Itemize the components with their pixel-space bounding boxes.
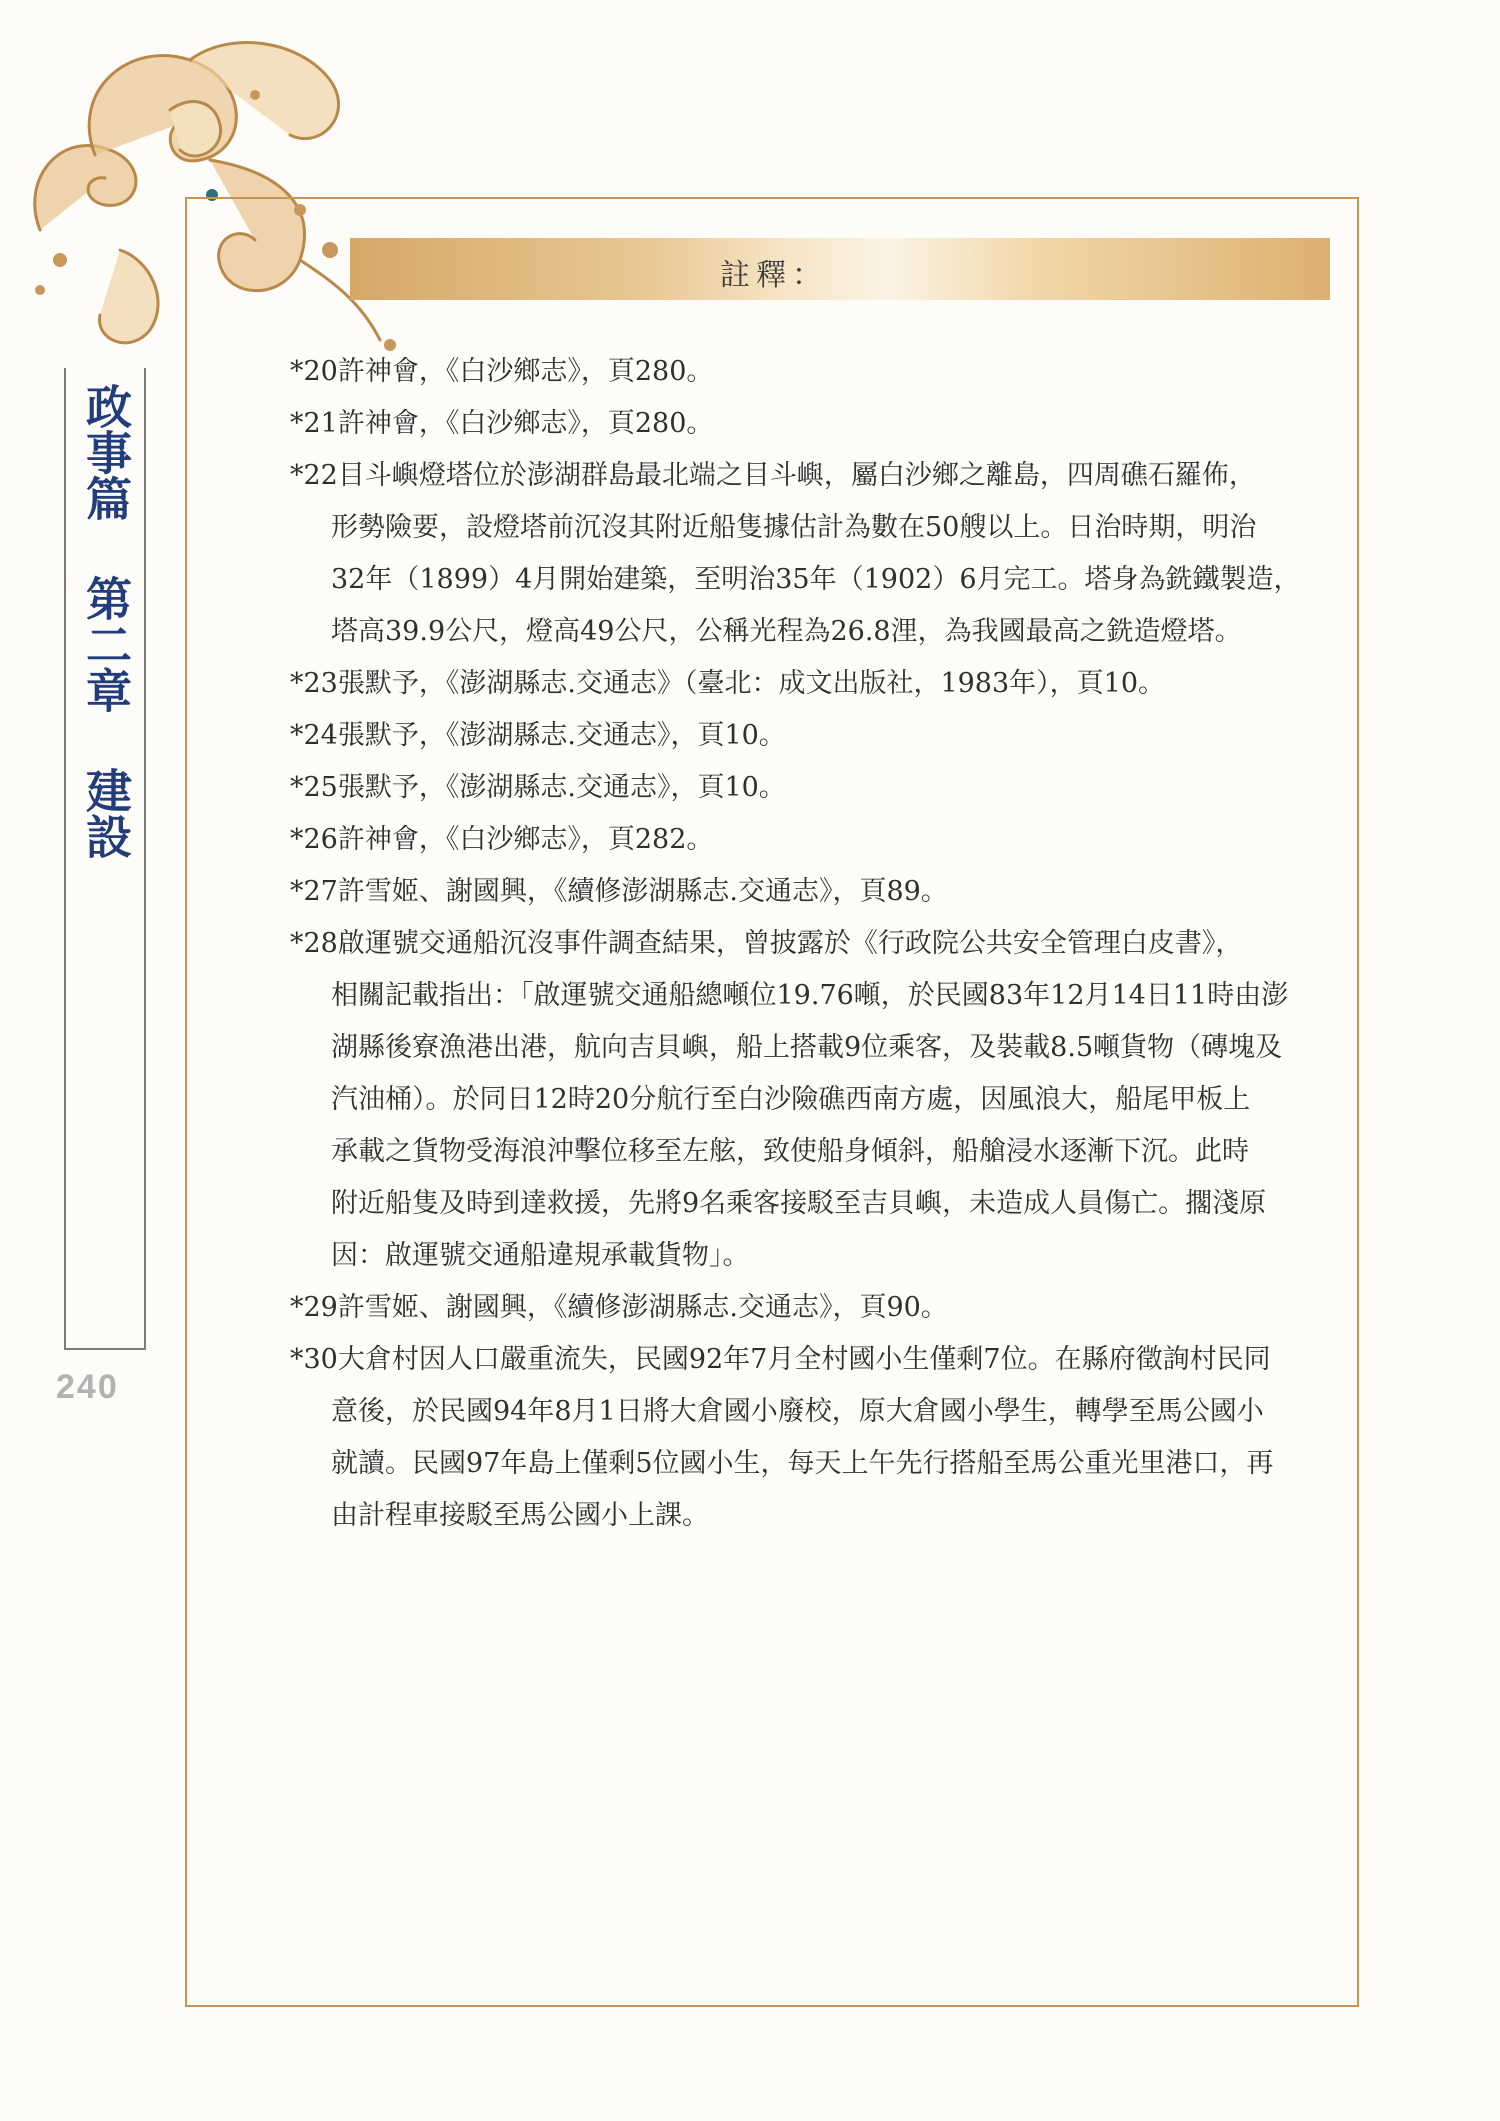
note-line: *30大倉村因人口嚴重流失，民國92年7月全村國小生僅剩7位。在縣府徵詢村民同 xyxy=(290,1344,1271,1375)
note-line: *21許神會，《白沙鄉志》，頁280。 xyxy=(290,408,714,439)
note-27 xyxy=(290,866,1340,918)
note-line: 塔高39.9公尺，燈高49公尺，公稱光程為26.8浬，為我國最高之銑造燈塔。 xyxy=(331,616,1242,647)
note-line: 因：啟運號交通船違規承載貨物」。 xyxy=(331,1240,750,1271)
note-line: *23張默予，《澎湖縣志.交通志》（臺北：成文出版社，1983年），頁10。 xyxy=(290,668,1166,699)
header-band xyxy=(350,238,1330,300)
note-line: 承載之貨物受海浪沖擊位移至左舷，致使船身傾斜，船艙浸水逐漸下沉。此時 xyxy=(331,1136,1249,1167)
note-line: *22目斗嶼燈塔位於澎湖群島最北端之目斗嶼，屬白沙鄉之離島，四周礁石羅佈， xyxy=(290,460,1256,491)
notes-list xyxy=(290,346,1340,1542)
note-line: 相關記載指出：「啟運號交通船總噸位19.76噸，於民國83年12月14日11時由澎 xyxy=(331,980,1289,1011)
note-line: 就讀。民國97年島上僅剩5位國小生，每天上午先行搭船至馬公重光里港口，再 xyxy=(331,1448,1274,1479)
note-line: 附近船隻及時到達救援，先將9名乘客接駁至吉貝嶼，未造成人員傷亡。擱淺原 xyxy=(331,1188,1267,1219)
note-line: 32年（1899）4月開始建築，至明治35年（1902）6月完工。塔身為銑鐵製造， xyxy=(331,564,1301,595)
chapter-title: 政事篇 第二章 建設 xyxy=(79,383,133,859)
note-21 xyxy=(290,398,1340,450)
note-line: *24張默予，《澎湖縣志.交通志》，頁10。 xyxy=(290,720,786,751)
notes-heading: 註釋： xyxy=(720,258,828,293)
note-29 xyxy=(290,1282,1340,1334)
note-line: 湖縣後寮漁港出港，航向吉貝嶼，船上搭載9位乘客，及裝載8.5噸貨物（磚塊及 xyxy=(331,1032,1283,1063)
note-24 xyxy=(290,710,1340,762)
note-20 xyxy=(290,346,1340,398)
note-line: *20許神會，《白沙鄉志》，頁280。 xyxy=(290,356,714,387)
note-line: *29許雪姬、謝國興，《續修澎湖縣志.交通志》，頁90。 xyxy=(290,1292,948,1323)
note-23 xyxy=(290,658,1340,710)
note-line: *25張默予，《澎湖縣志.交通志》，頁10。 xyxy=(290,772,786,803)
note-30 xyxy=(290,1334,1340,1542)
page-number: 240 xyxy=(56,1368,119,1406)
note-line: 形勢險要，設燈塔前沉沒其附近船隻據估計為數在50艘以上。日治時期，明治 xyxy=(331,512,1257,543)
note-line: *28啟運號交通船沉沒事件調查結果，曾披露於《行政院公共安全管理白皮書》， xyxy=(290,928,1243,959)
note-25 xyxy=(290,762,1340,814)
note-28 xyxy=(290,918,1340,1282)
note-26 xyxy=(290,814,1340,866)
note-line: 汽油桶）。於同日12時20分航行至白沙險礁西南方處，因風浪大，船尾甲板上 xyxy=(331,1084,1251,1115)
note-line: *26許神會，《白沙鄉志》，頁282。 xyxy=(290,824,714,855)
note-line: 由計程車接駁至馬公國小上課。 xyxy=(331,1500,709,1531)
note-22 xyxy=(290,450,1340,658)
note-line: 意後，於民國94年8月1日將大倉國小廢校，原大倉國小學生，轉學至馬公國小 xyxy=(331,1396,1264,1427)
note-line: *27許雪姬、謝國興，《續修澎湖縣志.交通志》，頁89。 xyxy=(290,876,948,907)
